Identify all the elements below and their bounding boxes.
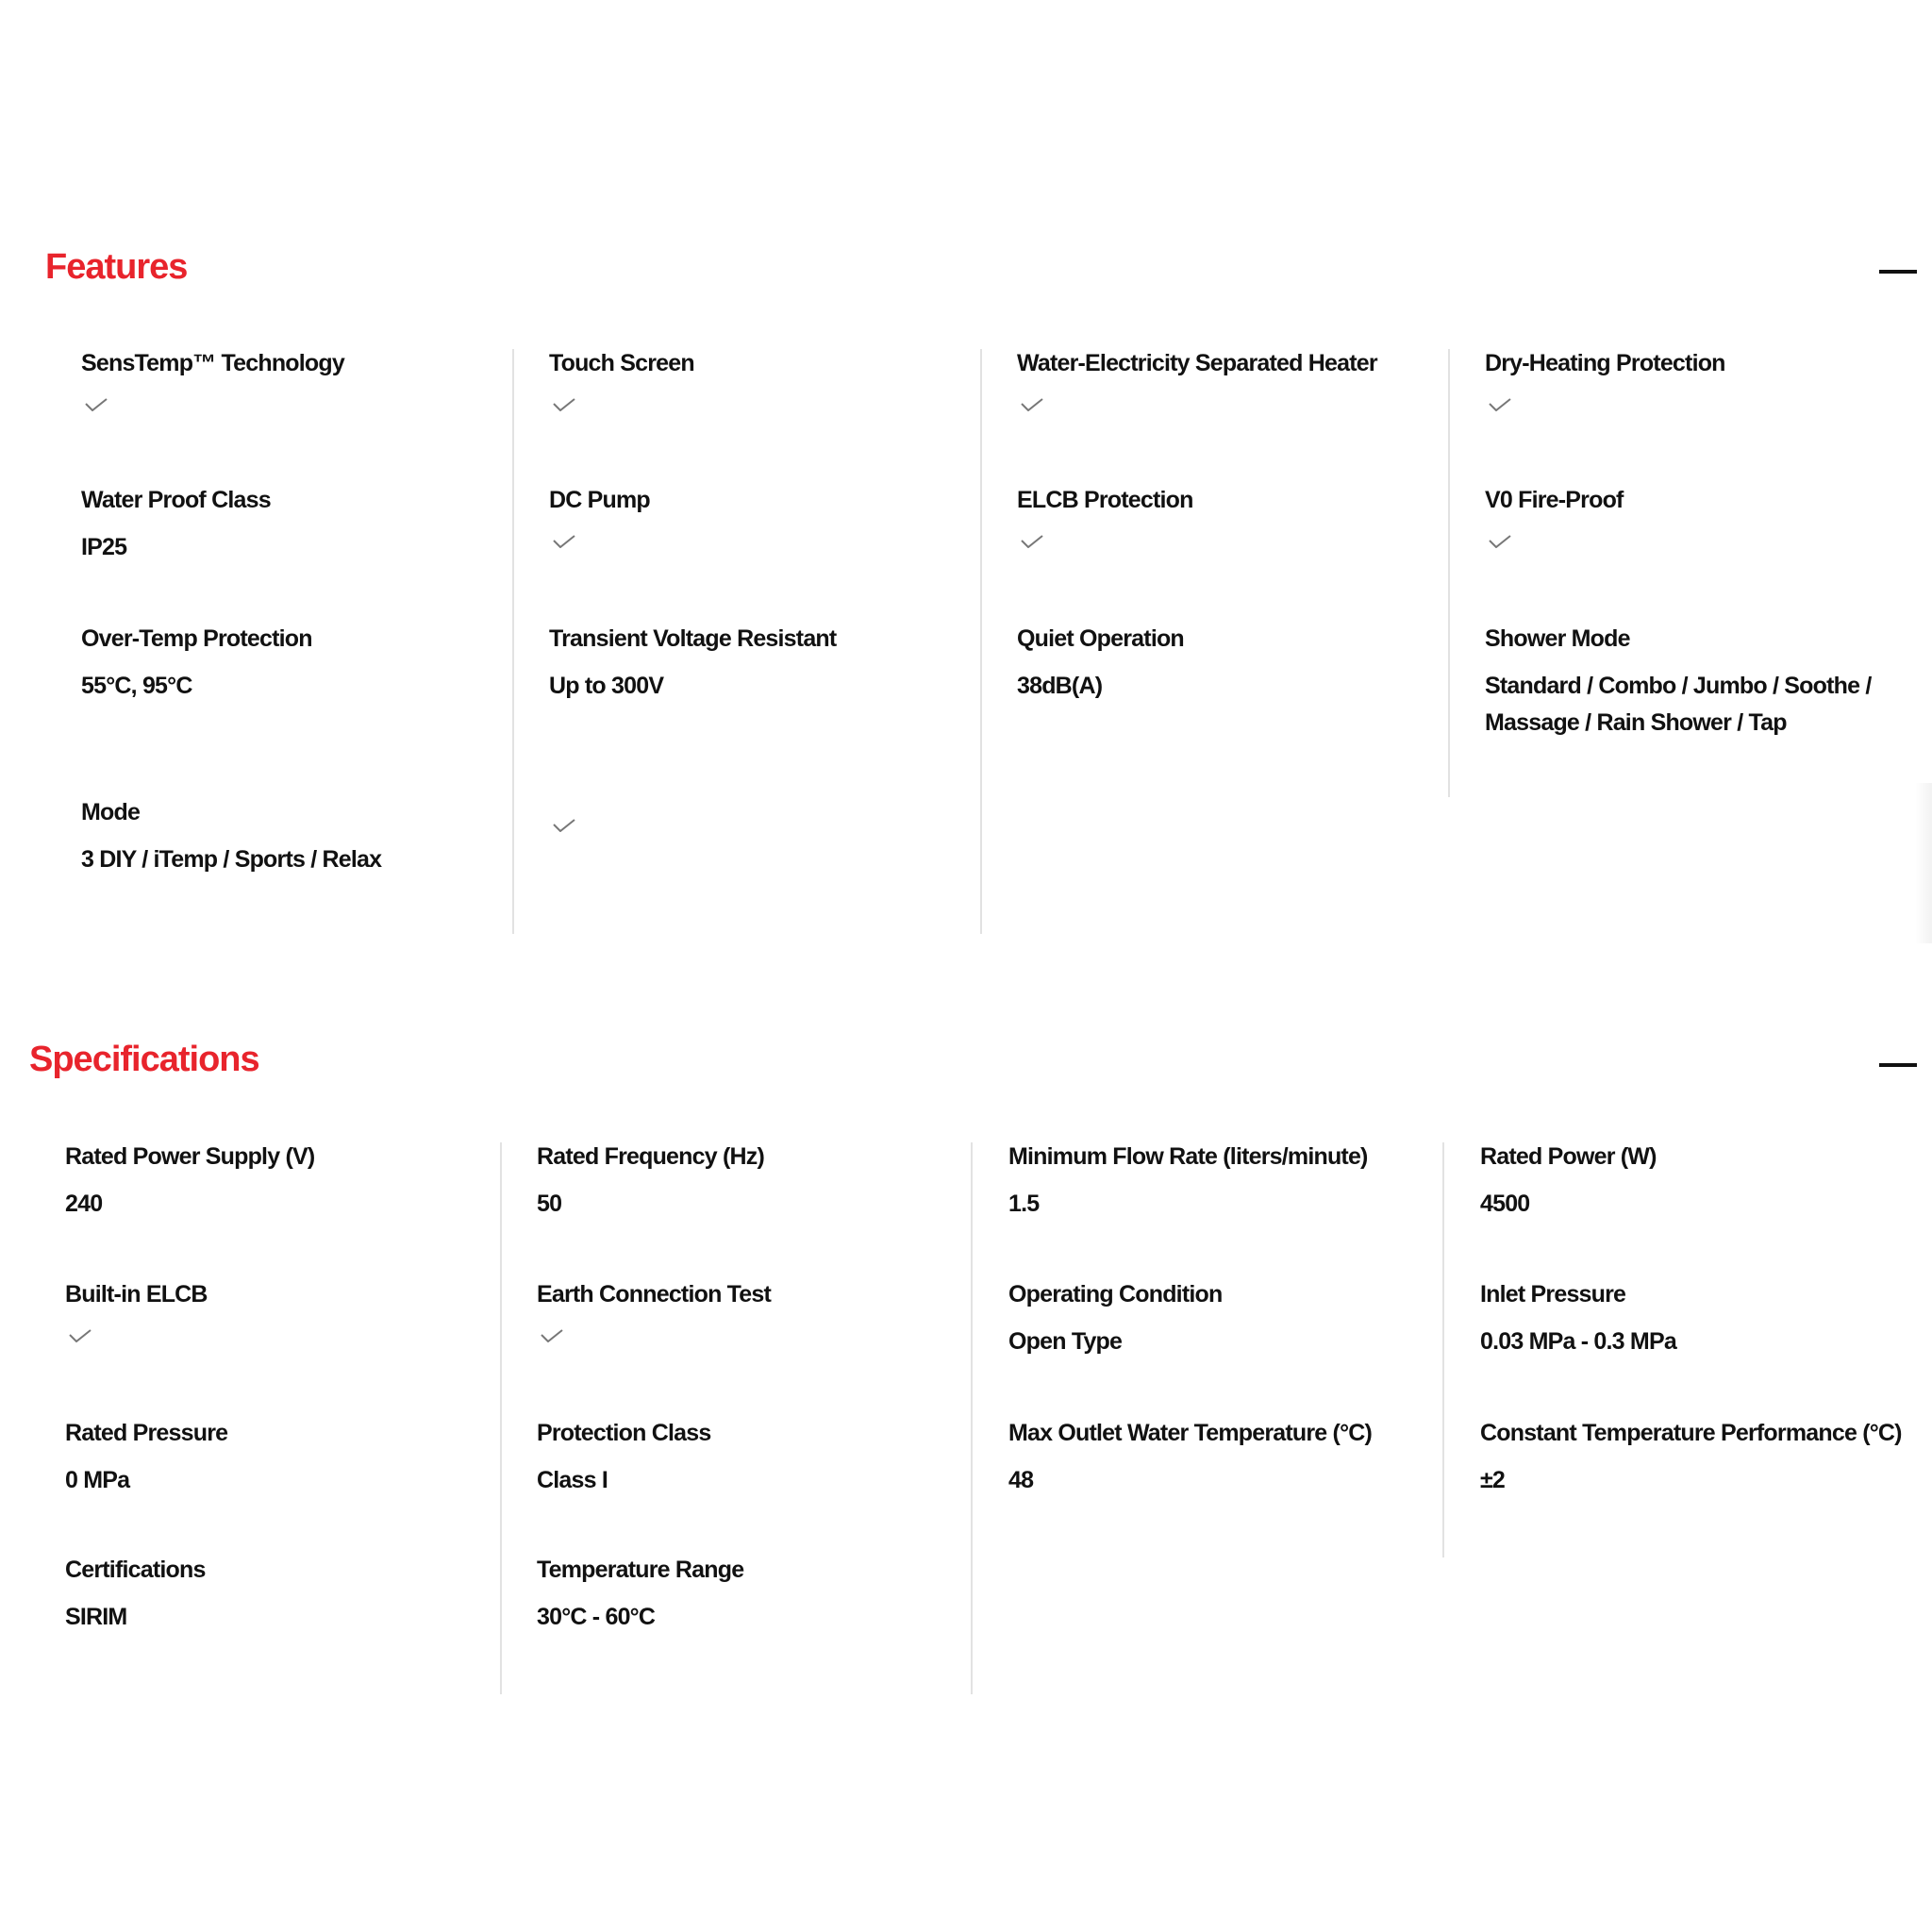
spec-value: 48 — [1008, 1467, 1034, 1493]
minus-icon — [1879, 1063, 1917, 1067]
spec-value: 0 MPa — [65, 1467, 130, 1493]
spec-label: Protection Class — [537, 1420, 711, 1446]
spec-item — [1008, 1142, 1368, 1223]
spec-item — [1480, 1142, 1657, 1223]
feature-label: Quiet Operation — [1017, 625, 1184, 652]
check-icon — [553, 819, 575, 832]
feature-value: 3 DIY / iTemp / Sports / Relax — [81, 846, 382, 873]
specifications-column — [1480, 1142, 1924, 1557]
feature-item — [81, 349, 344, 411]
feature-label: V0 Fire-Proof — [1485, 487, 1624, 513]
spec-label: Earth Connection Test — [537, 1281, 772, 1307]
spec-label: Certifications — [65, 1557, 206, 1583]
features-title: Features — [45, 247, 188, 287]
check-icon — [541, 1329, 563, 1342]
spec-value: SIRIM — [65, 1604, 127, 1630]
feature-item — [1017, 625, 1184, 705]
spec-value: ±2 — [1480, 1467, 1506, 1493]
spec-label: Operating Condition — [1008, 1281, 1223, 1307]
feature-value: IP25 — [81, 534, 127, 560]
check-icon — [1021, 398, 1043, 411]
specifications-column — [65, 1142, 502, 1694]
feature-label: ELCB Protection — [1017, 487, 1193, 513]
spec-label: Rated Power (W) — [1480, 1143, 1657, 1170]
spec-label: Rated Power Supply (V) — [65, 1143, 315, 1170]
feature-label: Touch Screen — [549, 350, 694, 376]
features-collapse-button[interactable] — [1879, 257, 1917, 287]
feature-item — [81, 486, 271, 566]
specifications-collapse-button[interactable] — [1879, 1050, 1917, 1080]
feature-item — [81, 625, 312, 705]
spec-item — [65, 1419, 227, 1499]
spec-value: Open Type — [1008, 1328, 1123, 1355]
feature-label: Transient Voltage Resistant — [549, 625, 837, 652]
features-column — [81, 349, 514, 934]
specifications-column — [537, 1142, 973, 1694]
feature-label: SensTemp™ Technology — [81, 350, 344, 376]
spec-item — [1480, 1419, 1902, 1499]
feature-label: Dry-Heating Protection — [1485, 350, 1725, 376]
features-column — [1017, 349, 1450, 797]
spec-item — [537, 1419, 710, 1499]
spec-item — [1008, 1280, 1222, 1360]
feature-item — [1017, 349, 1377, 411]
check-icon — [85, 398, 108, 411]
spec-label: Minimum Flow Rate (liters/minute) — [1008, 1143, 1368, 1170]
check-icon — [553, 535, 575, 548]
spec-value: 240 — [65, 1191, 103, 1217]
check-icon — [69, 1329, 92, 1342]
specifications-section — [0, 962, 1932, 1932]
spec-item — [65, 1280, 208, 1342]
features-column — [1485, 349, 1919, 797]
minus-icon — [1879, 270, 1917, 274]
feature-label: DC Pump — [549, 487, 650, 513]
check-icon — [1489, 535, 1511, 548]
spec-item — [65, 1142, 314, 1223]
spec-item — [1480, 1280, 1676, 1360]
feature-value: Up to 300V — [549, 673, 664, 699]
spec-item — [1008, 1419, 1372, 1499]
check-icon — [1021, 535, 1043, 548]
check-icon — [553, 398, 575, 411]
feature-item — [81, 798, 381, 878]
spec-value: 1.5 — [1008, 1191, 1040, 1217]
spec-item — [537, 1556, 743, 1636]
feature-item — [1017, 486, 1193, 548]
feature-item — [1485, 486, 1624, 548]
feature-value: 38dB(A) — [1017, 673, 1103, 699]
spec-label: Constant Temperature Performance (°C) — [1480, 1420, 1902, 1446]
specifications-title: Specifications — [29, 1040, 259, 1079]
spec-item — [537, 1280, 771, 1342]
spec-label: Rated Pressure — [65, 1420, 228, 1446]
spec-label: Inlet Pressure — [1480, 1281, 1626, 1307]
spec-label: Max Outlet Water Temperature (°C) — [1008, 1420, 1373, 1446]
features-section — [0, 0, 1932, 962]
spec-value: 0.03 MPa - 0.3 MPa — [1480, 1328, 1676, 1355]
feature-label: Mode — [81, 799, 141, 825]
specifications-column — [1008, 1142, 1444, 1557]
feature-label: Water Proof Class — [81, 487, 271, 513]
feature-value: Standard / Combo / Jumbo / Soothe / Massage / Rain Shower / Tap — [1485, 673, 1872, 736]
feature-item — [1485, 349, 1725, 411]
feature-item — [549, 486, 650, 548]
spec-value: 4500 — [1480, 1191, 1530, 1217]
spec-value: 50 — [537, 1191, 562, 1217]
spec-item — [65, 1556, 206, 1636]
spec-item — [537, 1142, 764, 1223]
feature-item — [549, 625, 836, 705]
spec-label: Temperature Range — [537, 1557, 744, 1583]
edge-shadow — [1915, 783, 1932, 943]
spec-label: Built-in ELCB — [65, 1281, 208, 1307]
feature-item — [549, 349, 694, 411]
check-icon — [1489, 398, 1511, 411]
spec-value: 30°C - 60°C — [537, 1604, 656, 1630]
feature-item — [1485, 625, 1890, 741]
feature-label: Shower Mode — [1485, 625, 1630, 652]
feature-item — [549, 798, 575, 832]
feature-label: Water-Electricity Separated Heater — [1017, 350, 1377, 376]
features-column — [549, 349, 982, 934]
feature-value: 55°C, 95°C — [81, 673, 192, 699]
spec-value: Class I — [537, 1467, 608, 1493]
feature-label: Over-Temp Protection — [81, 625, 312, 652]
spec-label: Rated Frequency (Hz) — [537, 1143, 764, 1170]
